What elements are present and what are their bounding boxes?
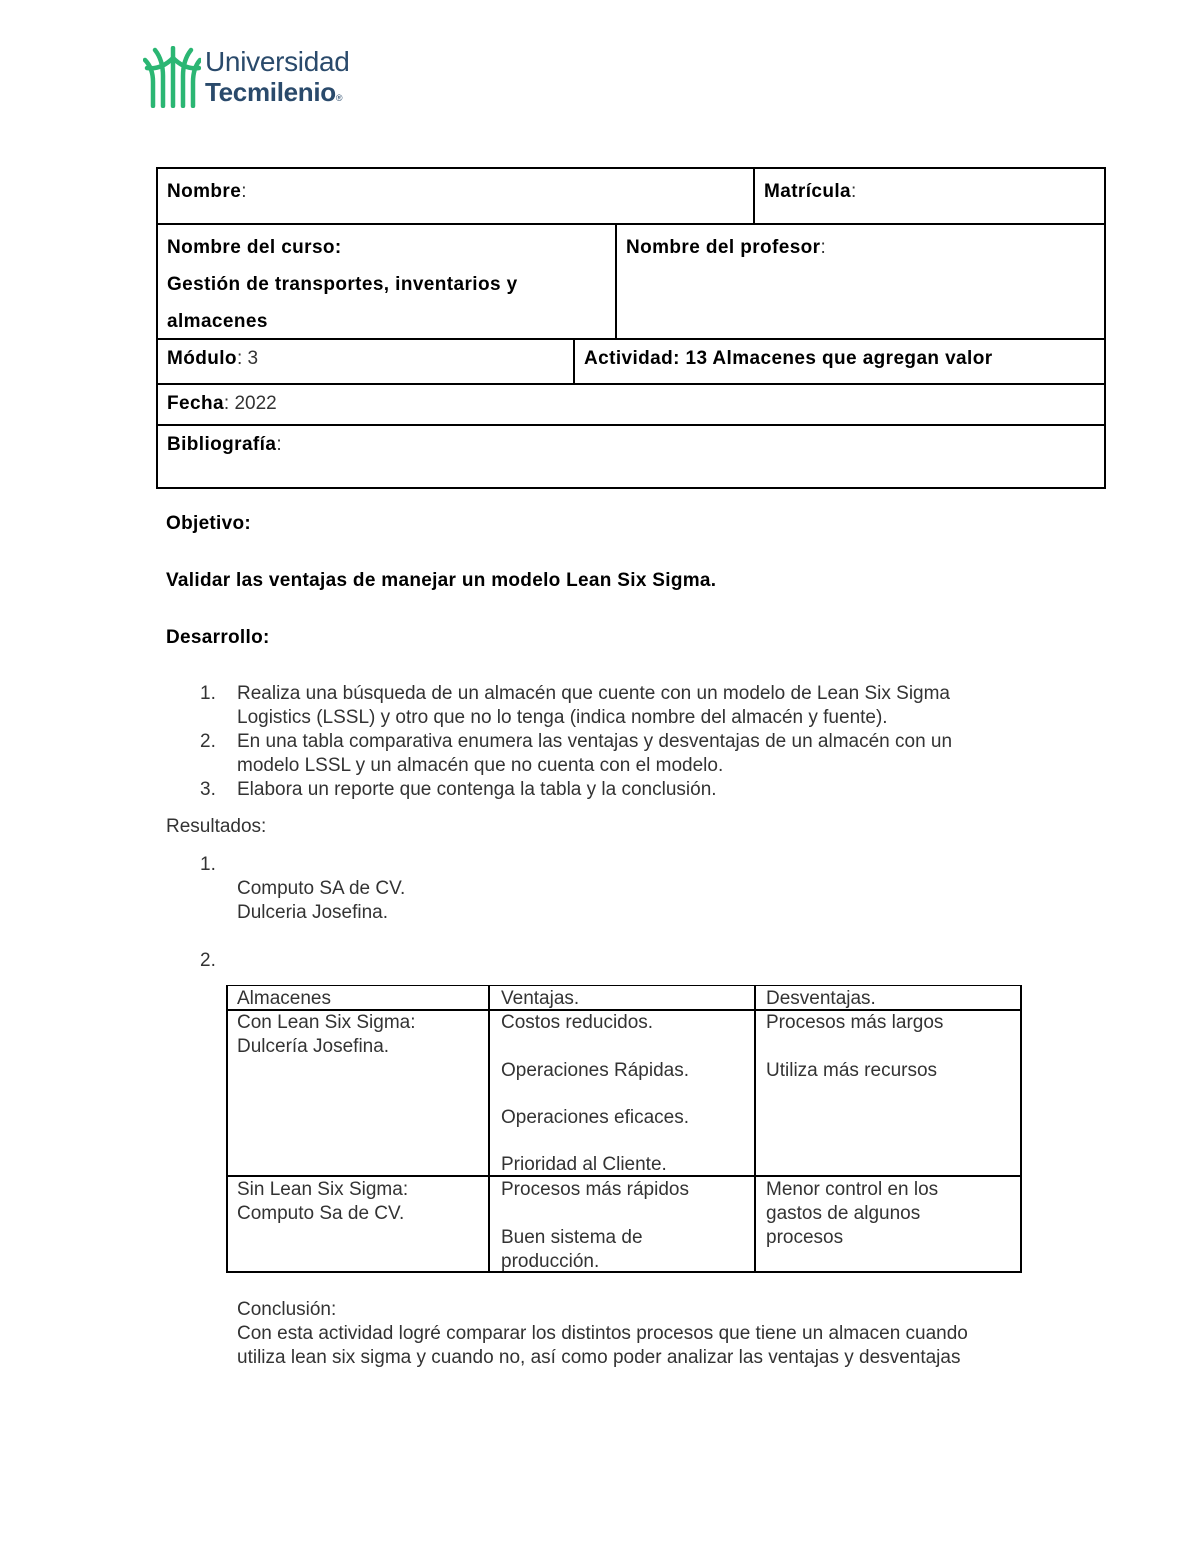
- table-cell: producción.: [501, 1251, 600, 1272]
- conclusion-line-1: Con esta actividad logré comparar los distintos procesos que tiene un almacen cuando: [237, 1323, 968, 1344]
- matricula-field: Matrícula:: [764, 181, 857, 202]
- curso-field: [158, 225, 615, 344]
- table-header-desventajas: Desventajas.: [766, 988, 876, 1009]
- table-cell: Dulcería Josefina.: [237, 1036, 390, 1057]
- table-header-ventajas: Ventajas.: [501, 988, 580, 1009]
- objetivo-text: Validar las ventajas de manejar un modelo Lean Six Sigma.: [166, 570, 717, 591]
- table-cell: gastos de algunos: [766, 1203, 921, 1224]
- student-info-table: [156, 167, 1106, 489]
- resultados-item1-line1: Computo SA de CV.: [237, 878, 406, 899]
- table-cell: Utiliza más recursos: [766, 1060, 938, 1081]
- resultados-item1-num: 1.: [200, 854, 216, 875]
- conclusion-heading: Conclusión:: [237, 1299, 337, 1320]
- table-cell: Menor control en los: [766, 1179, 939, 1200]
- resultados-heading: Resultados:: [166, 816, 267, 837]
- modulo-field: Módulo: 3: [167, 348, 259, 369]
- logo-line-2: Tecmilenio®: [205, 77, 343, 107]
- profesor-field: Nombre del profesor:: [626, 237, 826, 258]
- curso-value-1: Gestión de transportes, inventarios y: [167, 274, 518, 295]
- resultados-item1-line2: Dulceria Josefina.: [237, 902, 389, 923]
- table-cell: procesos: [766, 1227, 844, 1248]
- nombre-field: Nombre:: [167, 181, 247, 202]
- conclusion-line-2: utiliza lean six sigma y cuando no, así como poder analizar las ventajas y desventajas: [237, 1347, 961, 1368]
- curso-value-2: almacenes: [167, 311, 268, 332]
- table-cell: Costos reducidos.: [501, 1012, 654, 1033]
- logo-line-1: Universidad: [205, 46, 350, 77]
- table-cell: Computo Sa de CV.: [237, 1203, 405, 1224]
- table-header-almacenes: Almacenes: [237, 988, 331, 1009]
- desarrollo-heading: Desarrollo:: [166, 627, 270, 648]
- tecmilenio-leaf-icon: [143, 46, 201, 108]
- desarrollo-steps: [166, 682, 1046, 802]
- comparison-table: [226, 985, 1022, 1274]
- university-logo: [143, 46, 363, 108]
- table-cell: Operaciones Rápidas.: [501, 1060, 689, 1081]
- table-cell: Operaciones eficaces.: [501, 1107, 689, 1128]
- list-item: 2. En una tabla comparativa enumera las ventajas y desventajas de un almacén con un modelo LSSL y un almacén que no cuenta con el modelo.: [200, 731, 953, 776]
- fecha-field: Fecha: 2022: [167, 393, 277, 414]
- bibliografia-field: Bibliografía:: [167, 434, 282, 455]
- table-cell: Sin Lean Six Sigma:: [237, 1179, 409, 1200]
- resultados-item2-num: 2.: [200, 950, 216, 971]
- table-cell: Procesos más rápidos: [501, 1179, 689, 1200]
- curso-label: Nombre del curso:: [167, 237, 342, 258]
- table-cell: Con Lean Six Sigma:: [237, 1012, 416, 1033]
- actividad-field: Actividad: 13 Almacenes que agregan valor: [584, 348, 993, 369]
- table-cell: Buen sistema de: [501, 1227, 643, 1248]
- objetivo-heading: Objetivo:: [166, 513, 252, 534]
- list-item: 3. Elabora un reporte que contenga la tabla y la conclusión.: [200, 779, 717, 800]
- list-item: 1. Realiza una búsqueda de un almacén que cuente con un modelo de Lean Six Sigma Logistics (LSSL) y otro que no lo tenga (indica nombre del almacén y fuente).: [200, 683, 951, 728]
- table-cell: Procesos más largos: [766, 1012, 944, 1033]
- table-cell: Prioridad al Cliente.: [501, 1154, 667, 1175]
